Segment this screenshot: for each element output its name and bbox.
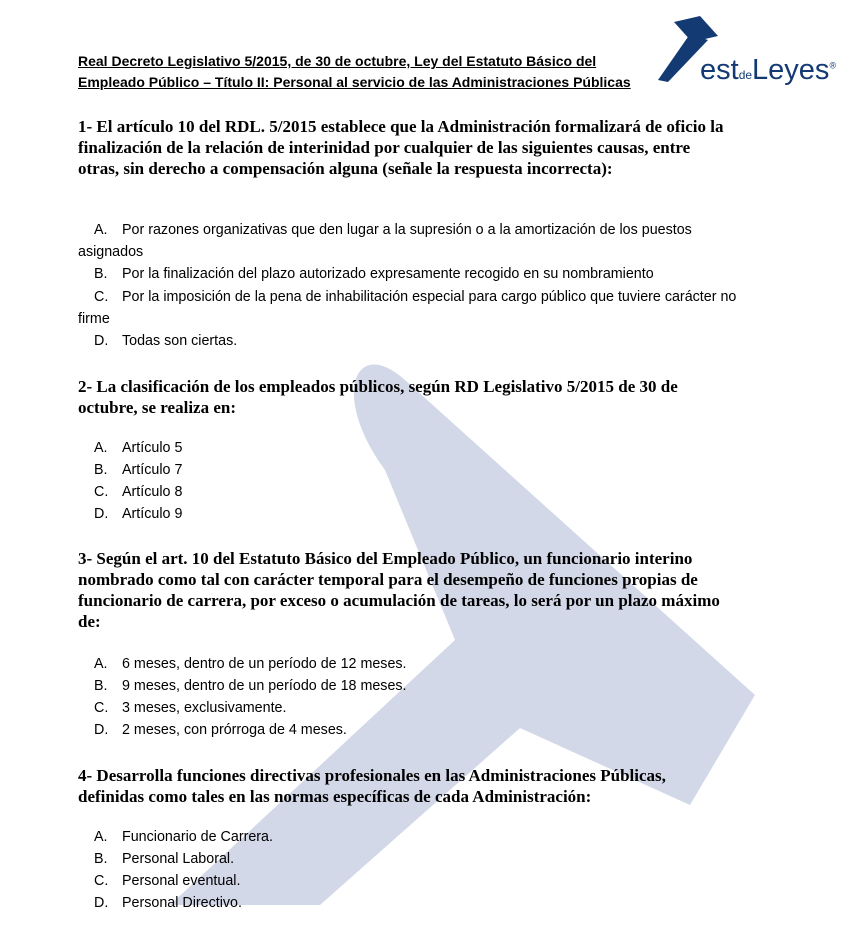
option-text: 9 meses, dentro de un período de 18 meses. [122, 678, 407, 694]
option-text: 3 meses, exclusivamente. [122, 700, 287, 716]
option-letter: B. [94, 851, 108, 867]
question-1-option-b [78, 263, 738, 285]
logo-part-de: de [738, 68, 753, 82]
option-letter: C. [94, 700, 109, 716]
question-2: 2- La clasificación de los empleados públicos, según RD Legislativo 5/2015 de 30 de octubre, se realiza en: [78, 377, 678, 417]
option-letter: D. [94, 895, 109, 911]
question-3-option-c [78, 697, 738, 719]
question-2-option-a [78, 437, 738, 459]
question-4: 4- Desarrolla funciones directivas profesionales en las Administraciones Públicas, definidas como tales en las normas específicas de cada Administración: [78, 766, 666, 806]
option-text: Por la imposición de la pena de inhabilitación especial para cargo público que tuviere carácter no firme [78, 289, 737, 327]
question-1: 1- El artículo 10 del RDL. 5/2015 establece que la Administración formalizará de oficio la finalización de la relación de interinidad por cualquier de las siguientes causas, entre otras, sin derecho a compensación alguna (señale la respuesta incorrecta): [78, 117, 724, 178]
option-letter: C. [94, 484, 109, 500]
option-letter: C. [94, 873, 109, 889]
option-letter: B. [94, 678, 108, 694]
option-text: 6 meses, dentro de un período de 12 meses. [122, 656, 407, 672]
option-letter: C. [94, 289, 109, 305]
option-text: Por razones organizativas que den lugar a la supresión o a la amortización de los puestos asignados [78, 222, 692, 260]
option-text: Todas son ciertas. [122, 333, 238, 349]
option-text: Funcionario de Carrera. [122, 829, 273, 845]
option-letter: A. [94, 222, 108, 238]
option-letter: A. [94, 829, 108, 845]
option-text: Personal eventual. [122, 873, 241, 889]
option-text: Artículo 7 [122, 462, 183, 478]
option-letter: D. [94, 333, 109, 349]
question-1-option-a [78, 219, 738, 263]
option-letter: D. [94, 506, 109, 522]
question-1-option-d [78, 330, 738, 352]
question-4-option-a [78, 826, 738, 848]
option-text: Artículo 8 [122, 484, 183, 500]
option-letter: A. [94, 440, 108, 456]
option-text: Por la finalización del plazo autorizado expresamente recogido en su nombramiento [122, 266, 654, 282]
header-line-2: Empleado Público – Título II: Personal al servicio de las Administraciones Públicas [78, 74, 631, 90]
option-text: Artículo 5 [122, 440, 183, 456]
question-3: 3- Según el art. 10 del Estatuto Básico del Empleado Público, un funcionario interino nombrado como tal con carácter temporal para el desempeño de funciones propias de funcionario de carrera, por exceso o acumulación de tareas, lo será por un plazo máximo de: [78, 549, 720, 631]
option-letter: D. [94, 722, 109, 738]
question-4-option-c [78, 870, 738, 892]
document-header [78, 51, 658, 93]
question-1-option-c [78, 286, 738, 330]
option-letter: B. [94, 266, 108, 282]
question-4-option-d [78, 892, 738, 914]
header-line-1: Real Decreto Legislativo 5/2015, de 30 de octubre, Ley del Estatuto Básico del [78, 53, 597, 69]
question-2-option-c [78, 481, 738, 503]
option-letter: A. [94, 656, 108, 672]
testdeleyes-logo-text [700, 54, 836, 87]
option-text: Personal Laboral. [122, 851, 235, 867]
logo-part-est: est [700, 54, 739, 86]
option-text: Artículo 9 [122, 506, 183, 522]
registered-mark: ® [829, 60, 837, 71]
question-3-option-d [78, 719, 738, 741]
question-3-option-b [78, 675, 738, 697]
option-letter: B. [94, 462, 108, 478]
logo-part-leyes: Leyes [752, 54, 830, 86]
question-2-option-d [78, 503, 738, 525]
question-3-option-a [78, 653, 738, 675]
option-text: Personal Directivo. [122, 895, 242, 911]
question-2-option-b [78, 459, 738, 481]
question-4-option-b [78, 848, 738, 870]
option-text: 2 meses, con prórroga de 4 meses. [122, 722, 347, 738]
